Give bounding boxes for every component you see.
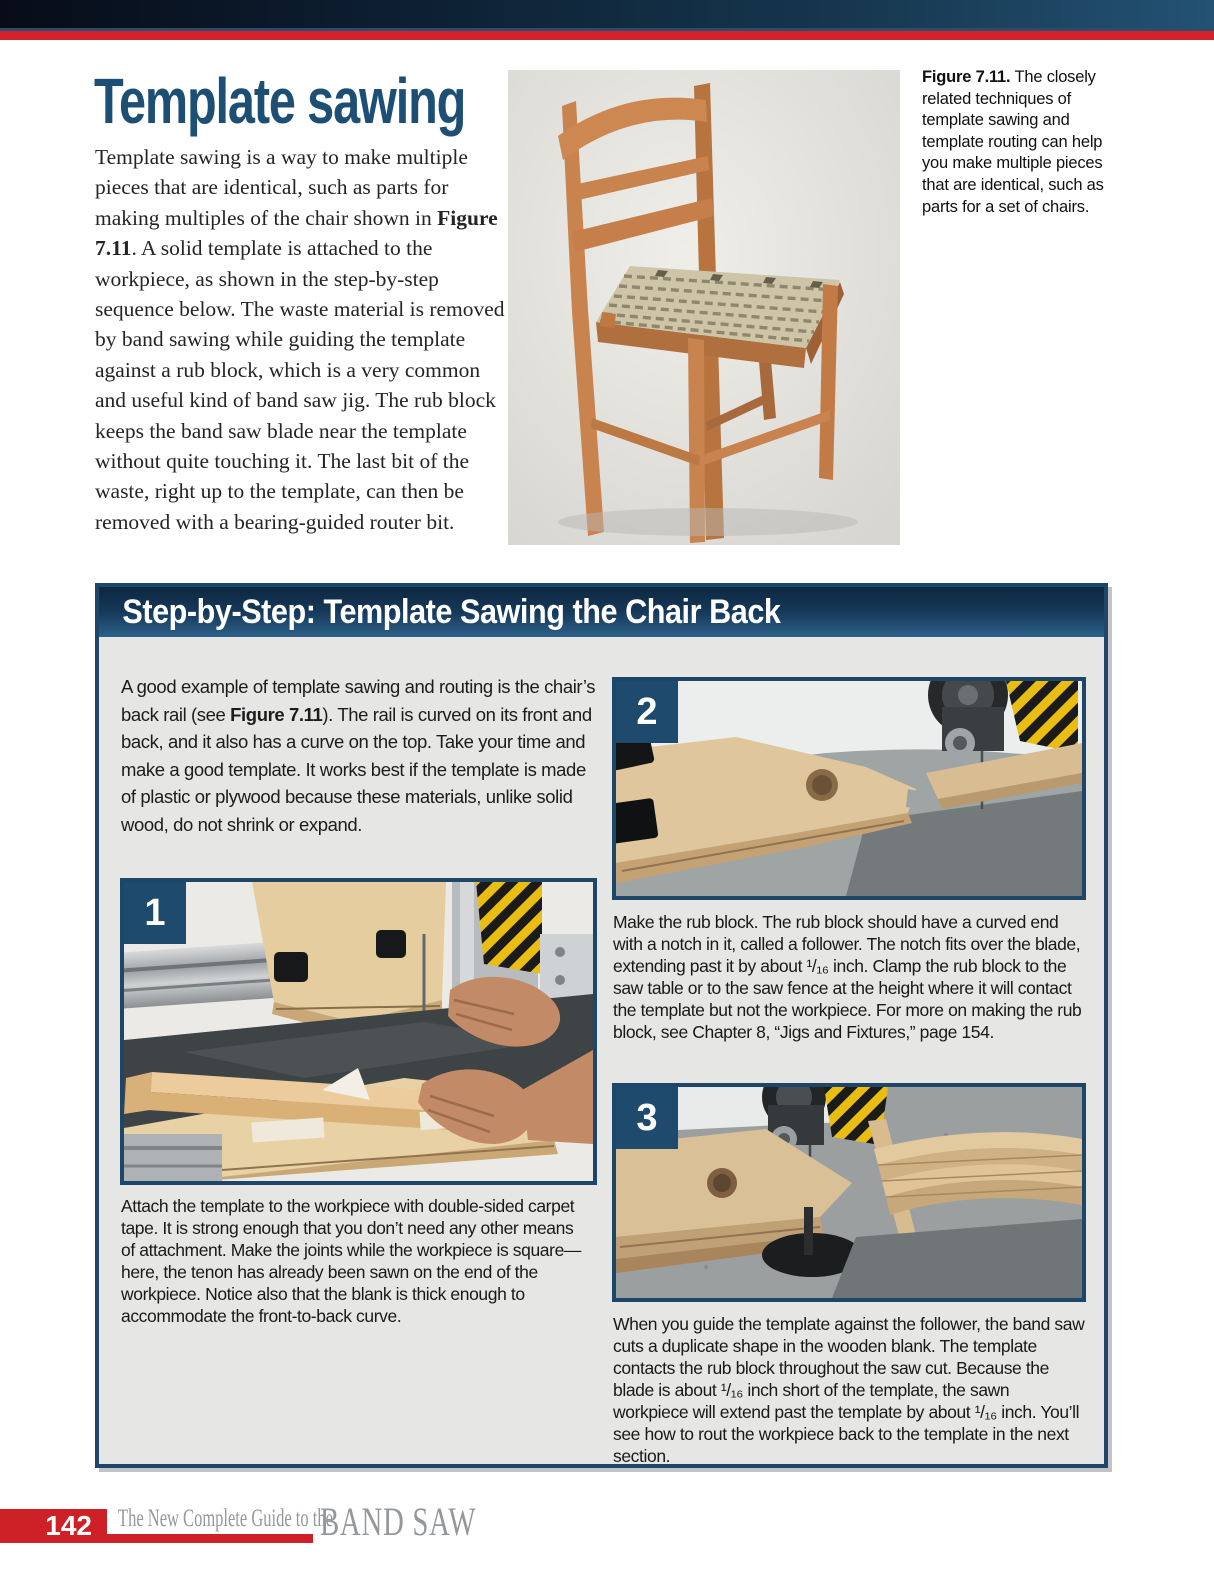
top-navy-bar	[0, 0, 1214, 28]
step-1-caption: Attach the template to the workpiece with double-sided carpet tape. It is strong enough that you don’t need any other means of attachment. Make the joints while the workpiece is square—here, the tenon has already been sawn on the end of the workpiece. Notice also that the blank is thick enough to accommodate the front-to-back curve.	[121, 1196, 582, 1326]
step-2-number: 2	[636, 690, 658, 733]
footer-series-title: The New Complete Guide to the	[118, 1505, 333, 1532]
step-by-step-header	[99, 587, 1104, 637]
intro-text-2: . A solid template is attached to the workpiece, as shown in the step-by-step sequence below. The waste material is removed by band sawing while guiding the template against a rub block, which is a very common and useful kind of band saw jig. The rub block keeps the band saw blade near the template without quite touching it. The last bit of the waste, right up to the template, can then be removed with a bearing-guided router bit.	[95, 236, 505, 534]
step-2-photo-illustration	[616, 681, 1082, 896]
figure-caption-text: The closely related techniques of template sawing and template routing can help you make multiple pieces that are identical, such as parts for a set of chairs.	[922, 68, 1104, 216]
chair-photo-illustration	[508, 70, 900, 545]
step-1-photo-illustration	[124, 882, 593, 1181]
intro-text-1: Template sawing is a way to make multiple pieces that are identical, such as parts for making multiples of the chair shown in	[95, 145, 468, 230]
stepbox-intro-1: A good example of template sawing and routing is the chair’s back rail (see	[121, 676, 596, 725]
step-by-step-box	[95, 583, 1108, 1468]
step-by-step-title: Step-by-Step: Template Sawing the Chair Back	[122, 592, 781, 631]
footer-red-rule	[107, 1534, 313, 1543]
chair-photo	[508, 70, 900, 545]
intro-paragraph	[95, 142, 507, 537]
step-3-caption: When you guide the template against the follower, the band saw cuts a duplicate shape in the wooden blank. The template contacts the rub block throughout the saw cut. Because the blade is about ¹/₁₆ inch short of the template, the sawn workpiece will extend past the template by about ¹/₁₆ inch. You’ll see how to rout the workpiece back to the template in the next section.	[613, 1314, 1085, 1466]
step-3-number: 3	[636, 1096, 658, 1139]
step-2-photo	[612, 677, 1086, 900]
top-red-stripe	[0, 31, 1214, 40]
stepbox-intro-figure-ref: Figure 7.11	[230, 703, 323, 725]
stepbox-intro	[121, 673, 597, 839]
page-number-badge	[0, 1509, 107, 1543]
page-number: 142	[45, 1510, 92, 1541]
step-1-number-badge	[124, 882, 186, 944]
figure-caption	[922, 67, 1114, 218]
page-title: Template sawing	[94, 65, 466, 137]
step-3-number-badge	[616, 1087, 678, 1149]
step-2-number-badge	[616, 681, 678, 743]
step-3-photo	[612, 1083, 1086, 1302]
footer-book-title: BAND SAW	[320, 1499, 477, 1544]
stepbox-intro-2: ). The rail is curved on its front and back, and it also has a curve on the top. Take your time and make a good template. It works best if the template is made of plastic or plywood because these materials, unlike solid wood, do not shrink or expand.	[121, 703, 592, 835]
step-1-photo	[120, 878, 597, 1185]
step-1-number: 1	[144, 891, 166, 934]
intro-figure-ref: Figure 7.11	[95, 205, 498, 261]
figure-caption-label: Figure 7.11.	[922, 68, 1011, 86]
step-2-caption: Make the rub block. The rub block should have a curved end with a notch in it, called a follower. The notch fits over the blade, extending past it by about ¹/₁₆ inch. Clamp the rub block to the saw table or to the saw fence at the height where it will contact the template but not the workpiece. For more on making the rub block, see Chapter 8, “Jigs and Fixtures,” page 154.	[613, 912, 1082, 1042]
step-3-photo-illustration	[616, 1087, 1082, 1298]
